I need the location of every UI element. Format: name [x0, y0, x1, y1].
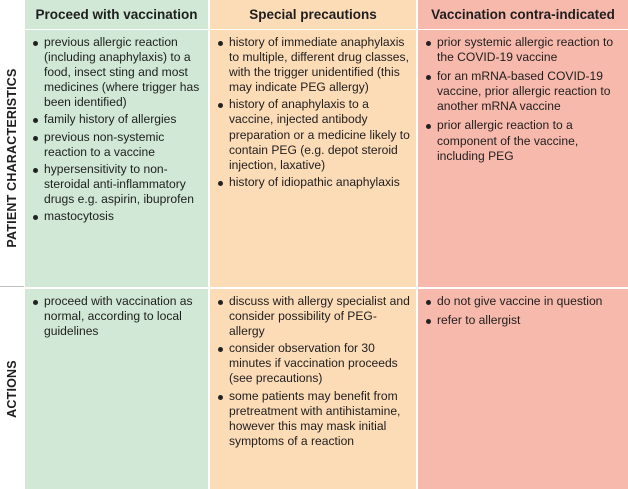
header-contra-indicated: Vaccination contra-indicated — [418, 0, 628, 29]
row-label-actions-text: ACTIONS — [5, 360, 19, 418]
list-item: some patients may benefit from pretreatment with antihistamine, however this may mask initial symptoms of a reaction — [215, 389, 410, 449]
corner-cell — [0, 0, 24, 29]
list-item: history of immediate anaphylaxis to multiple, different drug classes, with the trigger unidentified (this may indicate PEG allergy) — [215, 35, 410, 95]
list-item: hypersensitivity to non-steroidal anti-inflammatory drugs e.g. aspirin, ibuprofen — [30, 162, 202, 207]
row-label-patient — [0, 30, 24, 287]
row-label-actions — [0, 289, 24, 489]
list-item: consider observation for 30 minutes if vaccination proceeds (see precautions) — [215, 341, 410, 386]
list-item: family history of allergies — [30, 112, 202, 127]
list-item: mastocytosis — [30, 209, 202, 224]
list-item: prior allergic reaction to a component of the vaccine, including PEG — [423, 118, 622, 163]
list-item: refer to allergist — [423, 313, 622, 328]
list-item: history of idiopathic anaphylaxis — [215, 175, 410, 190]
list-item: prior systemic allergic reaction to the COVID-19 vaccine — [423, 35, 622, 65]
actions-contra-cell — [418, 289, 628, 489]
list-item: previous non-systemic reaction to a vaccine — [30, 130, 202, 160]
actions-special-cell — [210, 289, 416, 489]
list-item: history of anaphylaxis to a vaccine, injected antibody preparation or a medicine likely to contain PEG (e.g. depot steroid injection, laxative) — [215, 97, 410, 172]
list-item: previous allergic reaction (including anaphylaxis) to a food, insect sting and most medicines (where trigger has been identified) — [30, 35, 202, 110]
patient-proceed-cell — [25, 30, 208, 287]
list-item: proceed with vaccination as normal, according to local guidelines — [30, 294, 202, 339]
list-item: do not give vaccine in question — [423, 294, 622, 309]
header-proceed: Proceed with vaccination — [25, 0, 208, 29]
patient-special-cell — [210, 30, 416, 287]
header-special-precautions: Special precautions — [210, 0, 416, 29]
actions-proceed-cell — [25, 289, 208, 489]
patient-contra-cell — [418, 30, 628, 287]
row-label-patient-text: PATIENT CHARACTERISTICS — [5, 68, 19, 248]
list-item: for an mRNA-based COVID-19 vaccine, prior allergic reaction to another mRNA vaccine — [423, 69, 622, 114]
list-item: discuss with allergy specialist and consider possibility of PEG-allergy — [215, 294, 410, 339]
